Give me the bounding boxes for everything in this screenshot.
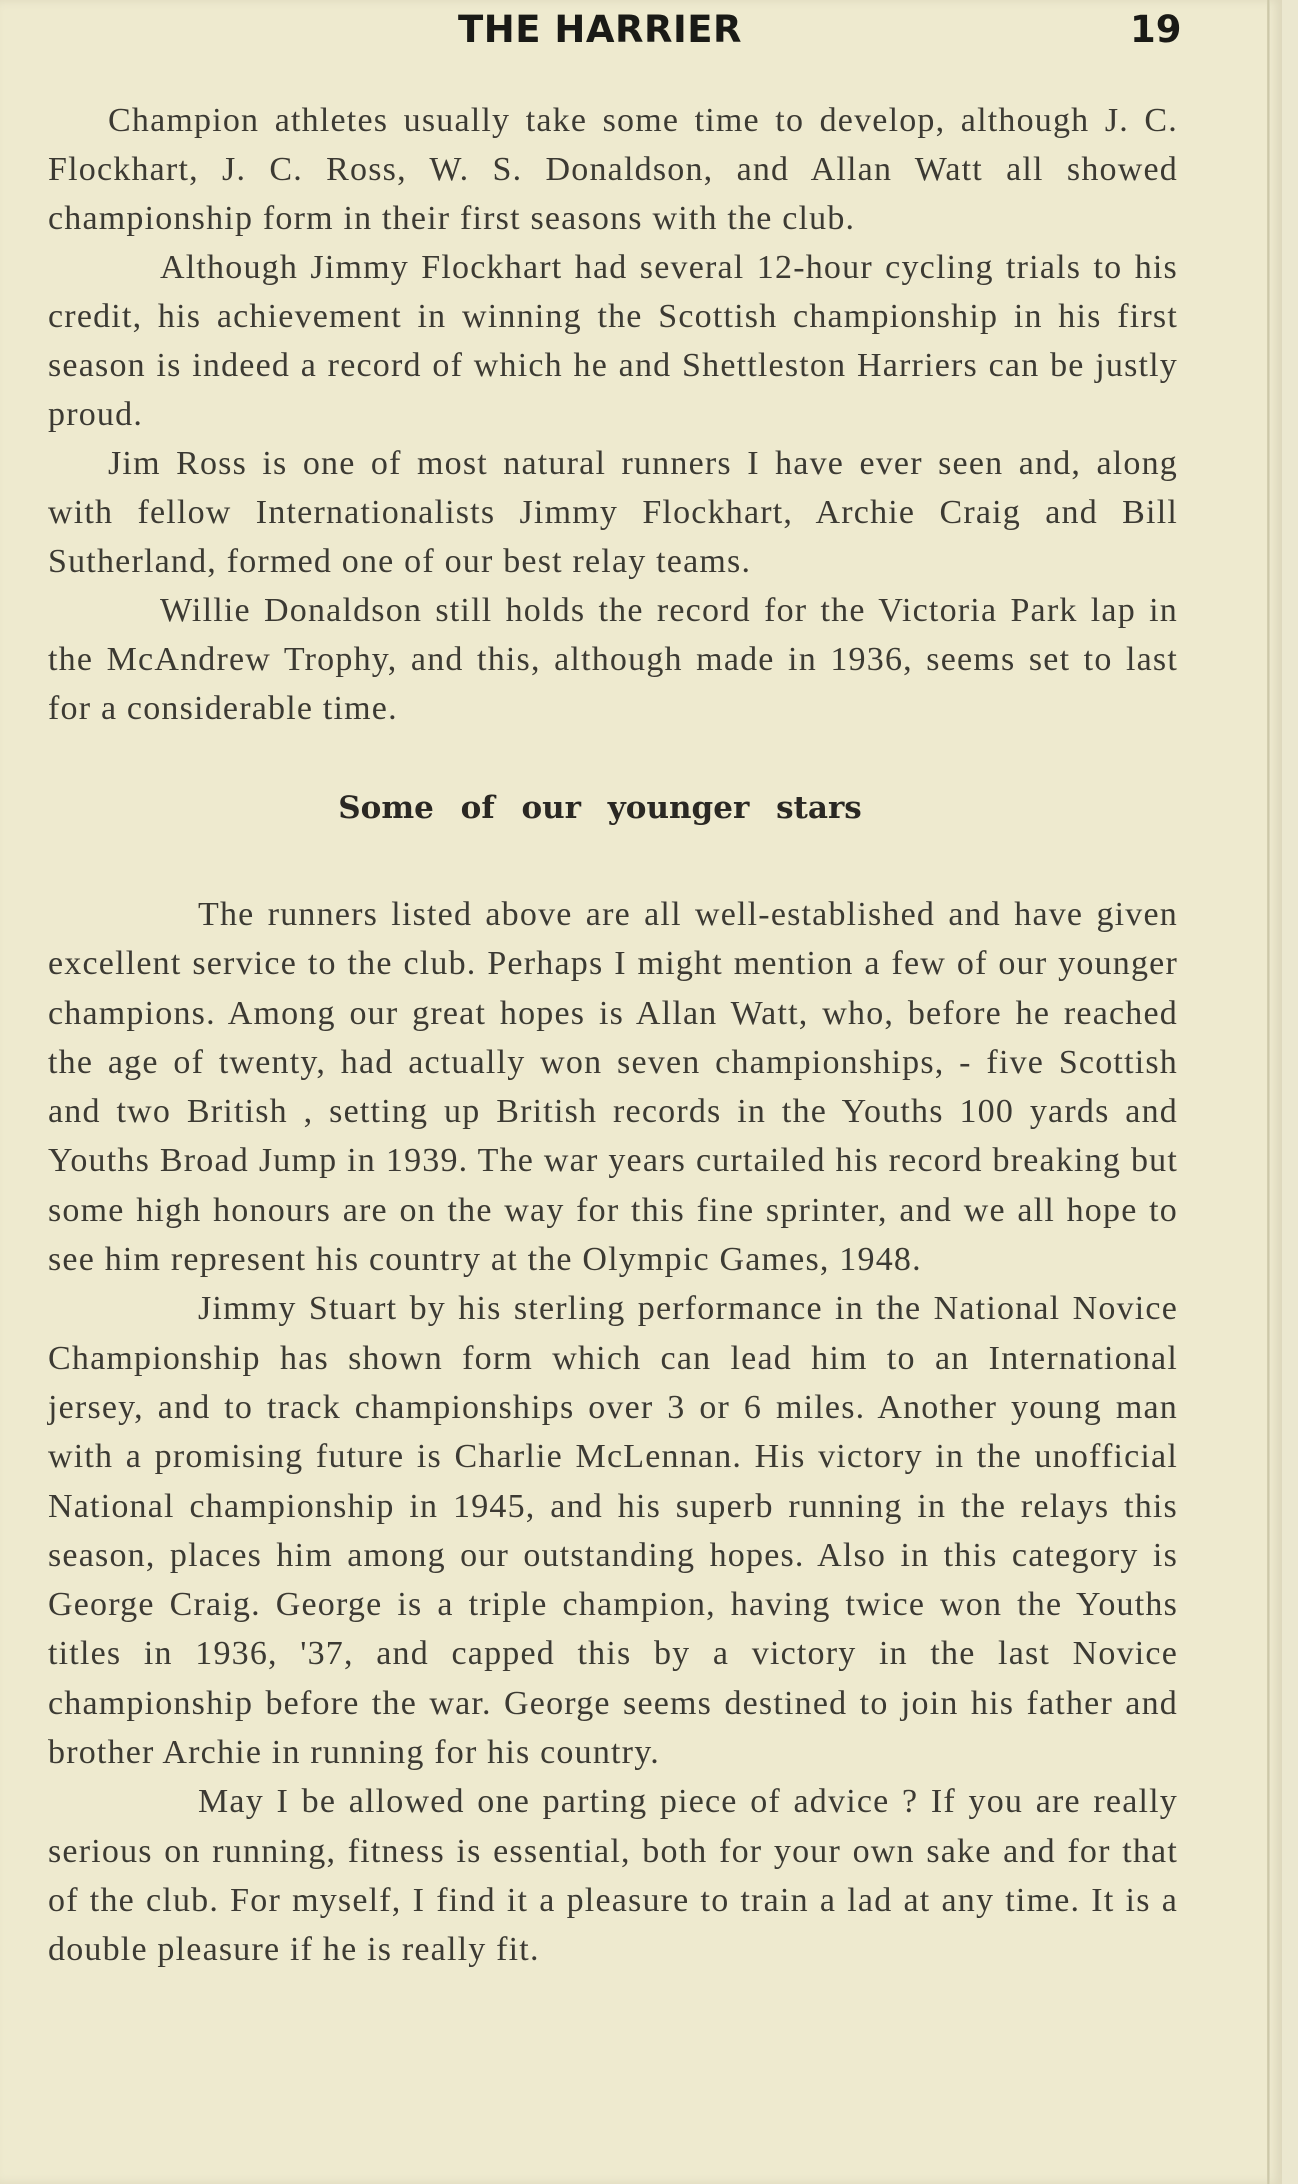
section-heading: Some of our younger stars (338, 790, 862, 826)
intro-section (48, 96, 1178, 733)
page-header (0, 8, 1282, 58)
paragraph: Jim Ross is one of most natural runners I have ever seen and, along with fellow Internationalists Jimmy Flockhart, Archie Craig and Bill Sutherland, formed one of our best relay teams. (48, 445, 1178, 580)
paragraph: Champion athletes usually take some time to develop, although J. C. Flockhart, J. C. Ross, W. S. Donaldson, and Allan Watt all showed championship form in their first seasons with the club. (48, 102, 1178, 237)
paragraph: May I be allowed one parting piece of advice ? If you are really serious on running, fitness is essential, both for your own sake and for that of the club. For myself, I find it a pleasure to train a lad at any time. It is a double pleasure if he is really fit. (48, 1783, 1178, 1969)
paragraph: Although Jimmy Flockhart had several 12-hour cycling trials to his credit, his achievement in winning the Scottish championship in his first season is indeed a record of which he and Shettleston Harriers can be justly proud. (48, 249, 1178, 433)
running-title: THE HARRIER (458, 8, 742, 51)
paragraph: Willie Donaldson still holds the record for the Victoria Park lap in the McAndrew Trophy, and this, although made in 1936, seems set to last for a considerable time. (48, 592, 1178, 727)
younger-stars-section (48, 890, 1178, 1975)
paragraph: Jimmy Stuart by his sterling performance in the National Novice Championship has shown form which can lead him to an International jersey, and to track championships over 3 or 6 miles. Another young man with a promising future is Charlie McLennan. His victory in the unofficial National championship in 1945, and his superb running in the relays this season, places him among our outstanding hopes. Also in this category is George Craig. George is a triple champion, having twice won the Youths titles in 1936, '37, and capped this by a victory in the last Novice championship before the war. George seems destined to join his father and brother Archie in running for his country. (48, 1290, 1178, 1772)
page-edge-shadow (1267, 0, 1270, 2184)
paragraph: The runners listed above are all well-established and have given excellent service to the club. Perhaps I might mention a few of our younger champions. Among our great hopes is Allan Watt, who, before he reached the age of twenty, had actually won seven championships, - five Scottish and two British , setting up British records in the Youths 100 yards and Youths Broad Jump in 1939. The war years curtailed his record breaking but some high honours are on the way for this fine sprinter, and we all hope to see him represent his country at the Olympic Games, 1948. (48, 896, 1178, 1279)
page-number: 19 (1130, 8, 1182, 51)
